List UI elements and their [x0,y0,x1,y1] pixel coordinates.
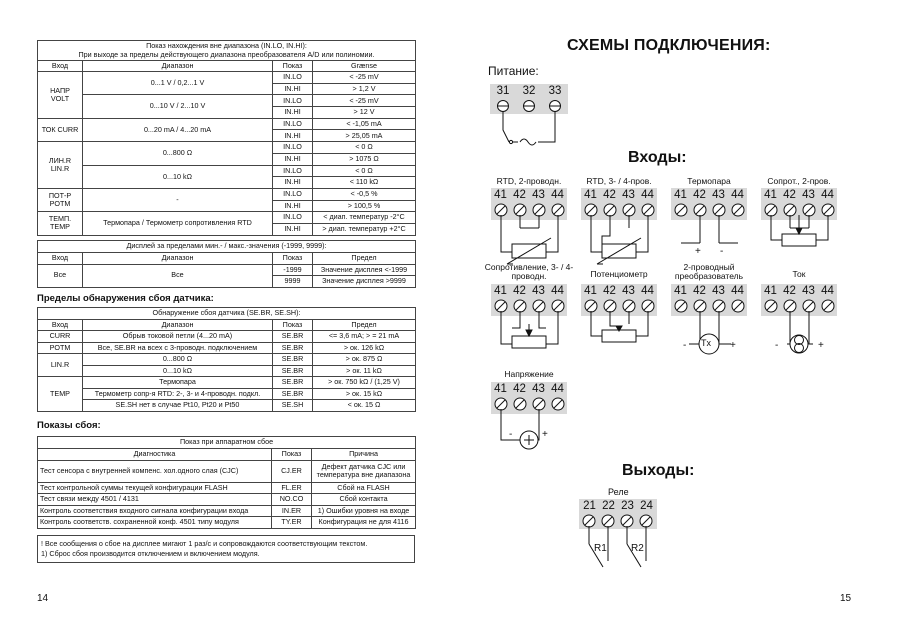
svg-text:-: - [509,429,513,440]
input-curr: ТОК CURR [38,118,83,141]
wiring-two-wire-transmitter [671,284,747,366]
input-label-resistance-2wire: Сопрот., 2-пров. [767,176,831,186]
out-of-range-table: Показ нахождения вне диапазона (IN.LO, IN.HI): При выходе за пределы действующего диапазона преобразователя A/D или полиномии. Вход Диапазон Показ Grænse НАПР VOLT 0...1 V / 0,2...1 V IN.LO < -25 mV IN.HI > 1,2 V 0...10 V / 2...10 V IN.LO < -25 mV IN.HI > 12 V ТОК CURR 0...20 mA / 4...20 mA IN.LO < -1,05 mA IN.HI > 25,05 mA ЛИН.R LIN.R 0...800 Ω IN.LO < 0 Ω IN.HI > 1075 Ω 0...10 kΩ IN.LO < 0 Ω IN.HI < 110 kΩ ПОТ-Р POTM - IN.LO < -0,5 % IN.HI > 100,5 % ТЕМП. TEMP Термопара / Термометр сопротивления RTD IN.LO < диап. температур -2°C IN.HI > диап. температур +2°C [37,40,416,236]
power-terminal-numbers: 31 32 33 [496,85,562,97]
connections-title: СХЕМЫ ПОДКЛЮЧЕНИЯ: [567,37,771,54]
terminal-numbers-thermocouple: 41 42 43 44 [674,189,744,201]
hw-fault-table: Показ при аппаратном сбое Диагностика Показ Причина Тест сенсора с внутренней компенс. хол.одного слая (CJC) CJ.ER Дефект датчика CJC или температура вне диапазона Тест контрольной суммы текущей конфигурации FLASH FL.ER Сбой на FLASH Тест связи между 4501 / 4131 NO.CO Сбой контакта Контроль соответствия входного сигнала конфигурации входа IN.ER 1) Ошибки уровня на входе Контроль соответств. сохраненной конф. 4501 типу модуля TY.ER Конфигурация не для 4116 [37,436,416,529]
input-label-voltage: Напряжение [504,369,554,379]
terminal-numbers-resistance-2wire: 41 42 43 44 [764,189,834,201]
terminal-numbers-resistance-3-4wire: 41 42 43 44 [494,285,564,297]
terminal-numbers-potentiometer: 41 42 43 44 [584,285,654,297]
wiring-resistance-2wire [761,188,837,270]
sensor-error-table: Обнаружение сбоя датчика (SE.BR, SE.SH): Вход Диапазон Показ Предел CURR Обрыв токовой петли (4...20 mA) SE.BR <= 3,6 mA; > = 21 mA POTM Все, SE.BR на всех с 3-проводн. подключением SE.BR > ок. 126 kΩ LIN.R 0...800 Ω SE.BR > ок. 875 Ω 0...10 kΩ SE.BR > ок. 11 kΩ TEMP Термопара SE.BR > ок. 750 kΩ / (1,25 V) Термометр сопр-я RTD: 2-, 3- и 4-проводн. подкл. SE.BR > ок. 15 kΩ SE.SH нет в случае Pt10, Pt20 и Pt50 SE.SH < ок. 15 Ω [37,307,416,412]
terminal-numbers-voltage: 41 42 43 44 [494,383,564,395]
sensor-error-title: Пределы обнаружения сбоя датчика: [37,293,214,304]
input-temp: ТЕМП. TEMP [38,212,83,235]
faults-title: Показы сбоя: [37,420,101,431]
input-label-current: Ток [792,269,806,279]
wiring-current [761,284,837,366]
relay-r1-label: R1 [594,543,607,554]
relay-terminal-numbers: 21 22 23 24 [583,500,653,512]
out-of-range-caption: Показ нахождения вне диапазона (IN.LO, IN.HI): При выходе за пределы действующего диапазона преобразователя A/D или полиномии. [38,41,416,61]
wiring-thermocouple [671,188,747,270]
terminal-numbers-rtd-2wire: 41 42 43 44 [494,189,564,201]
input-label-rtd-3-4wire: RTD, 3- / 4-пров. [586,176,652,186]
svg-text:+: + [542,429,548,440]
input-label-thermocouple: Термопара [687,176,731,186]
input-potm: ПОТ-Р POTM [38,188,83,211]
wiring-rtd-2wire [491,188,567,270]
input-label-rtd-2wire: RTD, 2-проводн. [496,176,562,186]
display-limits-table: Дисплей за пределами мин.- / макс.-значения (-1999, 9999): Вход Диапазон Показ Предел Все Все -1999 Значение дисплея <-1999 9999 Значение дисплея >9999 [37,240,416,288]
outputs-title: Выходы: [622,462,695,479]
terminal-numbers-two-wire-transmitter: 41 42 43 44 [674,285,744,297]
input-volt: НАПР VOLT [38,72,83,119]
input-label-potentiometer: Потенциометр [590,269,648,279]
input-label-resistance-3-4wire: Сопротивление, 3- / 4-проводн. [484,262,574,282]
right-page [450,0,900,636]
inputs-title: Входы: [628,149,687,166]
terminal-numbers-current: 41 42 43 44 [764,285,834,297]
page-number-left: 14 [37,593,49,604]
svg-text:+: + [818,340,824,351]
svg-text:+: + [730,340,736,351]
input-label-two-wire-transmitter: 2-проводный преобразователь [674,262,744,282]
fault-notes: ! Все сообщения о сбое на дисплее мигают 1 раз/с и сопровождаются соответствующим текстом. 1) Сброс сбоя производится отключением и включением модуля. [37,535,415,563]
wiring-potentiometer [581,284,657,366]
wiring-voltage [491,382,567,464]
input-linr: ЛИН.R LIN.R [38,142,83,189]
power-label: Питание: [488,64,539,78]
relay-r2-label: R2 [631,543,644,554]
wiring-rtd-3-4wire [581,188,657,270]
power-wiring-diagram [490,84,570,154]
page-number-right: 15 [840,593,852,604]
svg-text:+: + [695,246,701,257]
relay-wiring-diagram [579,499,659,579]
svg-text:-: - [720,246,724,257]
wiring-resistance-3-4wire [491,284,567,366]
svg-text:-: - [683,340,687,351]
svg-text:-: - [775,340,779,351]
relay-label: Реле [608,487,629,497]
terminal-numbers-rtd-3-4wire: 41 42 43 44 [584,189,654,201]
transmitter-tx-label: Tx [701,338,711,348]
